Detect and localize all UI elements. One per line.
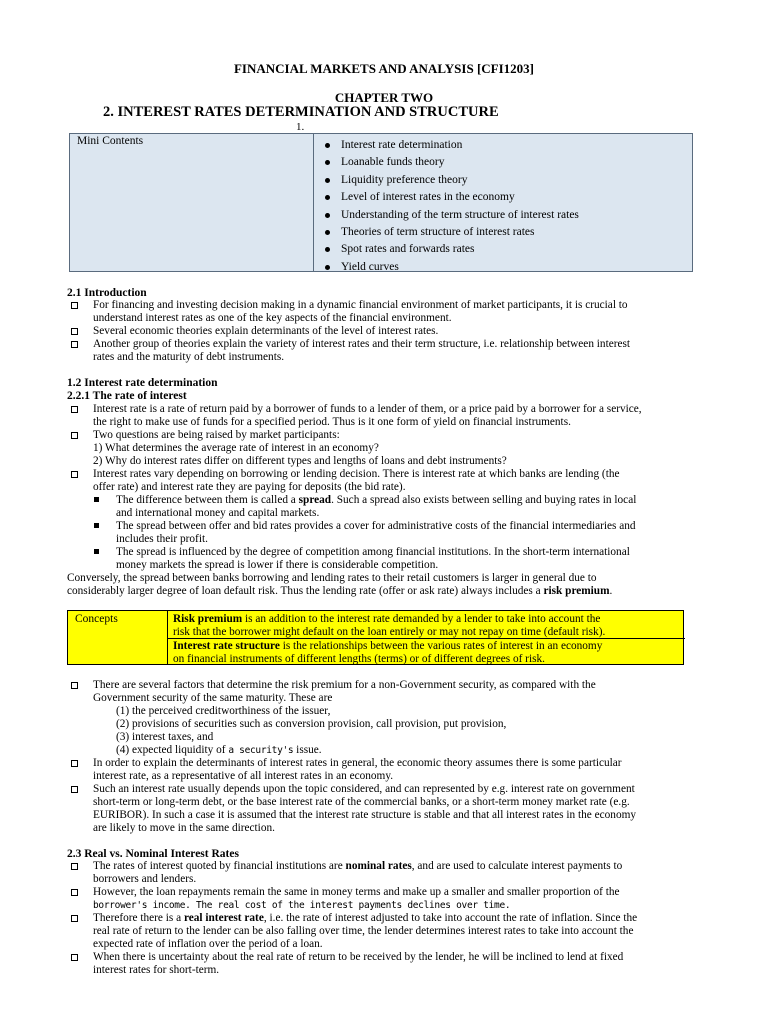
- bullet-icon: [325, 230, 330, 235]
- checkbox-bullet-icon: [71, 954, 78, 961]
- checkbox-bullet-icon: [71, 406, 78, 413]
- checkbox-bullet-icon: [71, 889, 78, 896]
- stray-number: 1.: [296, 121, 305, 133]
- paragraph: When there is uncertainty about the real rate of return to be received by the lender, he will be inclined to lend at fixed interest rates for short-term.: [93, 951, 624, 976]
- list-item: Interest rate determination: [322, 137, 579, 154]
- paragraph: Two questions are being raised by market participants: 1) What determines the average rate of interest in an economy? 2) Why do interest rates differ on different types and lengths of loans and debt instruments?: [93, 429, 507, 467]
- paragraph: Several economic theories explain determinants of the level of interest rates.: [93, 325, 439, 337]
- checkbox-bullet-icon: [71, 432, 78, 439]
- section-heading-determination: 1.2 Interest rate determination: [67, 377, 218, 389]
- bullet-icon: [325, 213, 330, 218]
- section-heading-introduction: 2.1 Introduction: [67, 287, 147, 299]
- concepts-label: Concepts: [75, 613, 118, 625]
- paragraph: Interest rates vary depending on borrowing or lending decision. There is interest rate at which banks are lending (the offer rate) and interest rate they are paying for deposits (the bid rate).: [93, 468, 620, 493]
- list-item: Liquidity preference theory: [322, 172, 579, 189]
- bullet-icon: [325, 247, 330, 252]
- paragraph: For financing and investing decision making in a dynamic financial environment of market participants, it is crucial to understand interest rates as one of the key aspects of the financial environment.: [93, 299, 628, 324]
- mini-contents-list: [322, 137, 579, 276]
- subsection-heading-rate-of-interest: 2.2.1 The rate of interest: [67, 390, 187, 402]
- paragraph: The rates of interest quoted by financial institutions are nominal rates, and are used to calculate interest payments to borrowers and lenders.: [93, 860, 623, 885]
- bullet-icon: [325, 160, 330, 165]
- list-item: Yield curves: [322, 259, 579, 276]
- mini-contents-table: [69, 133, 693, 272]
- concepts-table: [67, 610, 684, 665]
- square-bullet-icon: [94, 523, 99, 528]
- checkbox-bullet-icon: [71, 682, 78, 689]
- checkbox-bullet-icon: [71, 341, 78, 348]
- bullet-icon: [325, 143, 330, 148]
- chapter-title: 2. INTEREST RATES DETERMINATION AND STRUCTURE: [103, 104, 499, 120]
- checkbox-bullet-icon: [71, 786, 78, 793]
- mini-contents-label: Mini Contents: [77, 135, 144, 147]
- square-bullet-icon: [94, 549, 99, 554]
- bullet-icon: [325, 195, 330, 200]
- list-item: Understanding of the term structure of interest rates: [322, 207, 579, 224]
- course-title: FINANCIAL MARKETS AND ANALYSIS [CFI1203]: [233, 61, 534, 76]
- section-heading-real-vs-nominal: 2.3 Real vs. Nominal Interest Rates: [67, 848, 239, 860]
- paragraph: There are several factors that determine the risk premium for a non-Government security, as compared with the Government security of the same maturity. These are: [93, 679, 596, 704]
- bullet-icon: [325, 178, 330, 183]
- factor-list: (1) the perceived creditworthiness of the issuer, (2) provisions of securities such as conversion provision, call provision, put provision, (3) interest taxes, and (4) expected liquidity of a security's issue.: [116, 705, 507, 756]
- table-divider: [313, 134, 314, 271]
- checkbox-bullet-icon: [71, 915, 78, 922]
- paragraph: Another group of theories explain the variety of interest rates and their term structure, i.e. relationship between interest rates and the maturity of debt instruments.: [93, 338, 631, 363]
- list-item: Spot rates and forwards rates: [322, 241, 579, 258]
- bullet-text: The spread between offer and bid rates provides a cover for administrative costs of the financial intermediaries and includes their profit.: [116, 520, 636, 545]
- paragraph: Interest rate is a rate of return paid by a borrower of funds to a lender of them, or a price paid by a borrower for a service, the right to make use of funds for a specified period. Thus is it one form of yield on financial instruments.: [93, 403, 642, 428]
- list-item: Level of interest rates in the economy: [322, 189, 579, 206]
- checkbox-bullet-icon: [71, 302, 78, 309]
- bullet-icon: [325, 265, 330, 270]
- chapter-label: CHAPTER TWO: [334, 90, 434, 105]
- paragraph: Conversely, the spread between banks borrowing and lending rates to their retail customers is larger in general due to considerably larger degree of loan default risk. Thus the lending rate (offer or ask rate) always includes a risk premium.: [67, 572, 613, 597]
- paragraph: In order to explain the determinants of interest rates in general, the economic theory assumes there is some particular interest rate, as a representative of all interest rates in an economy.: [93, 757, 622, 782]
- paragraph: Such an interest rate usually depends upon the topic considered, and can represented by e.g. interest rate on government short-term or long-term debt, or the base interest rate of the commercial banks, or a short-term money market rate (e.g. EURIBOR). In such a case it is assumed that the interest rate structure is stable and that all interest rates in the economy are likely to move in the same direction.: [93, 783, 637, 834]
- checkbox-bullet-icon: [71, 863, 78, 870]
- checkbox-bullet-icon: [71, 328, 78, 335]
- bullet-text: The spread is influenced by the degree of competition among financial institutions. In the short-term international money markets the spread is lower if there is considerable competition.: [116, 546, 630, 571]
- concept-interest-rate-structure: Interest rate structure is the relationships between the various rates of interest in an economy on financial instruments of different lengths (terms) or of different degrees of risk.: [173, 640, 603, 665]
- square-bullet-icon: [94, 497, 99, 502]
- list-item: Loanable funds theory: [322, 154, 579, 171]
- bullet-text: The difference between them is called a spread. Such a spread also exists between selling and buying rates in local and international money and capital markets.: [116, 494, 637, 519]
- concept-risk-premium: Risk premium is an addition to the interest rate demanded by a lender to take into account the risk that the borrower might default on the loan entirely or may not repay on time (default risk).: [173, 613, 606, 638]
- checkbox-bullet-icon: [71, 760, 78, 767]
- paragraph: However, the loan repayments remain the same in money terms and make up a smaller and smaller proportion of the borrower's income. The real cost of the interest payments declines over time.: [93, 886, 620, 911]
- list-item: Theories of term structure of interest rates: [322, 224, 579, 241]
- paragraph: Therefore there is a real interest rate, i.e. the rate of interest adjusted to take into account the rate of inflation. Since the real rate of return to the lender can be also falling over time, the lender determines interest rates to take into account the expected rate of inflation over the period of a loan.: [93, 912, 638, 950]
- checkbox-bullet-icon: [71, 471, 78, 478]
